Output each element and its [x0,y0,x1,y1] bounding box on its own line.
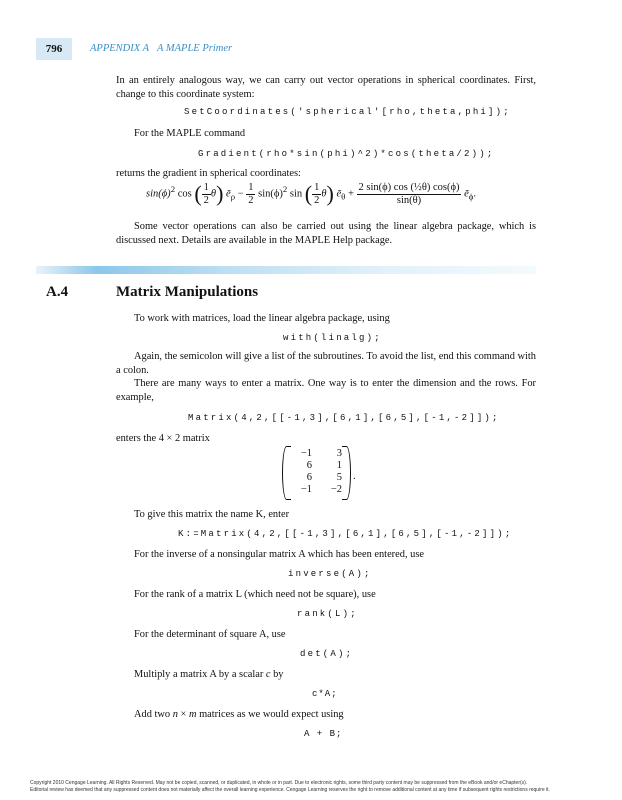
matrix-paragraph-9: Multiply a matrix A by a scalar c by [134,669,284,680]
code-det: det(A); [300,649,354,659]
section-number: A.4 [46,284,69,300]
matrix-row: −1 −2 [300,484,342,495]
code-matrix-k: K:=Matrix(4,2,[[-1,3],[6,1],[6,5],[-1,-2]]); [178,529,513,539]
matrix-paragraph-1: To work with matrices, load the linear algebra package, using [134,313,390,324]
matrix-right-paren [342,446,351,500]
matrix-paragraph-8: For the determinant of square A, use [134,629,286,640]
code-scalar: c*A; [312,689,338,699]
code-rank: rank(L); [297,609,358,619]
appendix-label: APPENDIX A [90,43,150,54]
matrix-table [290,448,342,496]
matrix-paragraph-4: enters the 4 × 2 matrix [116,433,210,444]
matrix-paragraph-3: There are many ways to enter a matrix. One way is to enter the dimension and the rows. For example, [116,378,536,404]
intro-paragraph-4: Some vector operations can also be carried out using the linear algebra package, which is discussed next. Details are available in the MAPLE Help package. [116,221,536,247]
footer-line-1: Copyright 2010 Cengage Learning. All Rights Reserved. May not be copied, scanned, or duplicated, in whole or in part. Due to electronic rights, some third party content may be suppressed from the eBook and/or eChapter(s). [30,780,528,786]
gradient-formula: $\sin(\phi)^2$ cos ( $\frac{1}{2}$ θ) $ē_\rho$ − $\frac{1}{2}$ $\sin(\phi)^2$ sin ( $\frac{1}{2}$ θ) $ē_\theta$ + $\frac{\text{2 sin(ϕ) cos (½θ) cos(ϕ)}}{\sin(\theta)}$ $ē_\phi$. [146,181,477,207]
code-inverse: inverse(A); [288,569,372,579]
matrix-row: 6 5 [306,472,342,483]
code-with-linalg: with(linalg); [283,333,382,343]
page-number: 796 [36,38,72,60]
matrix-paragraph-6: For the inverse of a nonsingular matrix A which has been entered, use [134,549,424,560]
running-head [90,42,232,56]
code-set-coordinates: SetCoordinates('spherical'[rho,theta,phi]); [184,107,511,117]
intro-paragraph-1: In an entirely analogous way, we can carry out vector operations in spherical coordinates. First, change to this coordinate system: [116,75,536,101]
matrix-paragraph-2: Again, the semicolon will give a list of the subroutines. To avoid the list, end this command with a colon. [116,351,536,377]
matrix-paragraph-7: For the rank of a matrix L (which need not be square), use [134,589,376,600]
code-add: A + B; [304,729,343,739]
appendix-title: A MAPLE Primer [157,43,233,54]
intro-paragraph-2: For the MAPLE command [134,128,246,139]
code-matrix: Matrix(4,2,[[-1,3],[6,1],[6,5],[-1,-2]]); [188,413,500,423]
copyright-footer [30,780,592,794]
matrix-display [282,446,352,500]
section-title: Matrix Manipulations [116,284,259,300]
section-divider [36,266,536,274]
intro-paragraph-3: returns the gradient in spherical coordinates: [116,168,301,179]
matrix-row: 6 1 [306,460,342,471]
matrix-paragraph-10: Add two n × m matrices as we would expect using [134,709,344,720]
matrix-period: . [353,471,356,482]
code-gradient: Gradient(rho*sin(phi)^2)*cos(theta/2)); [198,149,495,159]
matrix-row: −1 3 [300,448,342,459]
matrix-paragraph-5: To give this matrix the name K, enter [134,509,290,520]
footer-line-2: Editorial review has deemed that any suppressed content does not materially affect the overall learning experience. Cengage Learning reserves the right to remove additional content at any time if subsequent rights restrictions require it. [30,787,550,793]
